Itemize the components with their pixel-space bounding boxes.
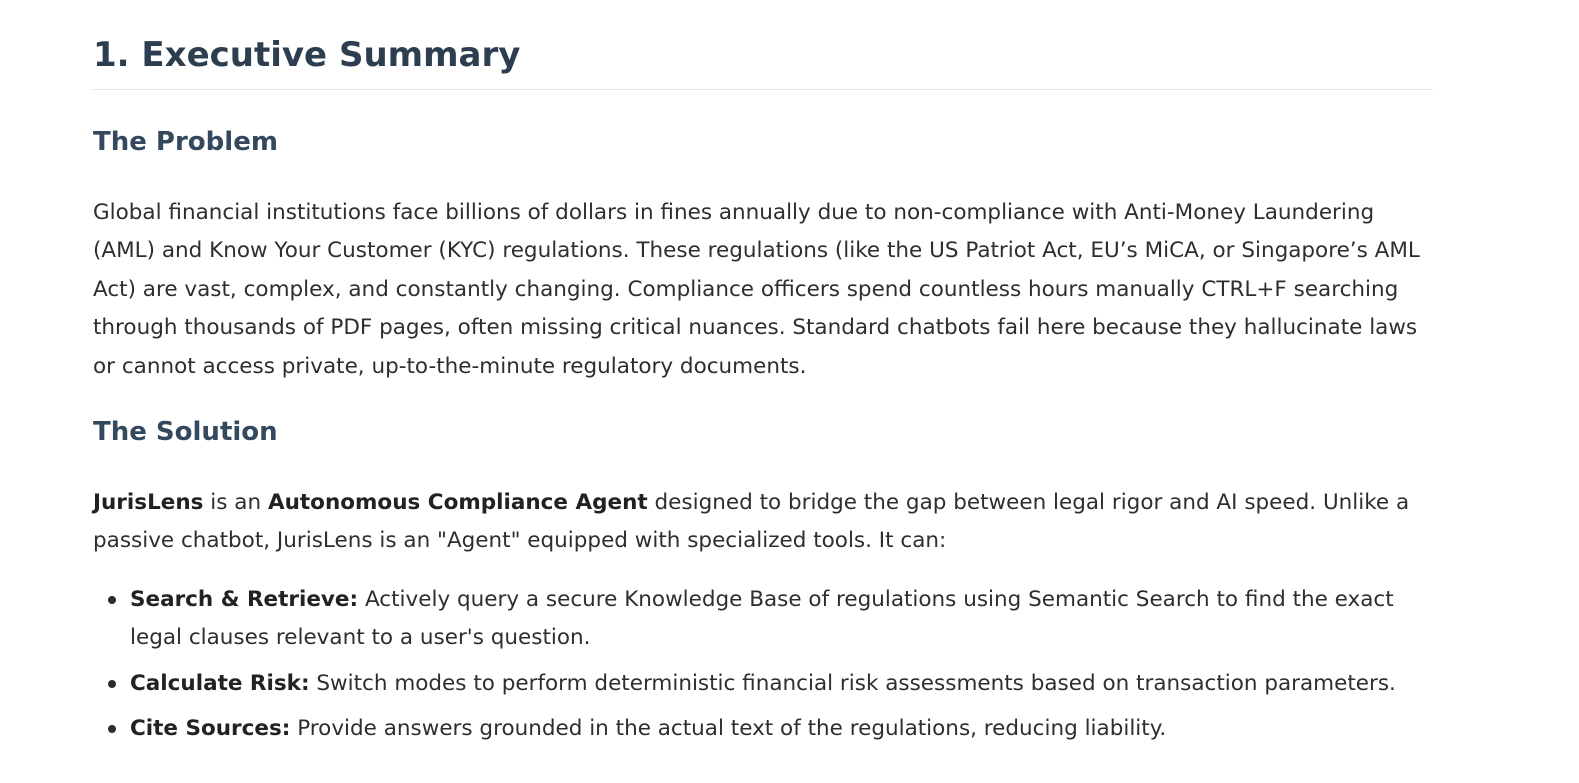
list-item-search-retrieve [130, 581, 1433, 658]
solution-text-1: is an [203, 490, 268, 516]
capability-label: Cite Sources: [130, 716, 291, 742]
solution-heading: The Solution [93, 417, 278, 448]
bullet-icon [108, 725, 116, 733]
problem-heading: The Problem [93, 127, 278, 157]
capability-label: Calculate Risk: [130, 670, 310, 696]
document-body [93, 0, 1433, 748]
capability-text: Switch modes to perform deterministic financial risk assessments based on transaction parameters. [309, 670, 1396, 696]
list-item-calculate-risk [130, 665, 1433, 703]
capability-label: Search & Retrieve: [130, 586, 359, 612]
bullet-icon [108, 680, 116, 688]
capability-text: Provide answers grounded in the actual text of the regulations, reducing liability. [290, 716, 1167, 742]
capabilities-list [93, 581, 1433, 749]
heading-divider [91, 89, 1433, 90]
capability-text: Actively query a secure Knowledge Base of regulations using Semantic Search to find the exact legal clauses relevant to a user's question. [130, 586, 1394, 651]
product-name: JurisLens [93, 490, 204, 516]
section-heading: 1. Executive Summary [93, 35, 521, 75]
problem-paragraph: Global financial institutions face billions of dollars in fines annually due to non-compliance with Anti-Money Laundering (AML) and Know Your Customer (KYC) regulations. These regulations (like the US Patriot Act, EU’s MiCA, or Singapore’s AML Act) are vast, complex, and constantly changing. Compliance officers spend countless hours manually CTRL+F searching through thousands of PDF pages, often missing critical nuances. Standard chatbots fail here because they hallucinate laws or cannot access private, up-to-the-minute regulatory documents. [93, 200, 1420, 379]
solution-text-2: designed to bridge the gap between legal rigor and AI speed. Unlike a passive chatbot, JurisLens is an "Agent" equipped with specialized tools. It can: [93, 490, 1410, 554]
list-item-cite-sources [130, 710, 1433, 748]
agent-label: Autonomous Compliance Agent [267, 490, 648, 516]
solution-paragraph [93, 484, 1433, 561]
bullet-icon [108, 596, 116, 604]
